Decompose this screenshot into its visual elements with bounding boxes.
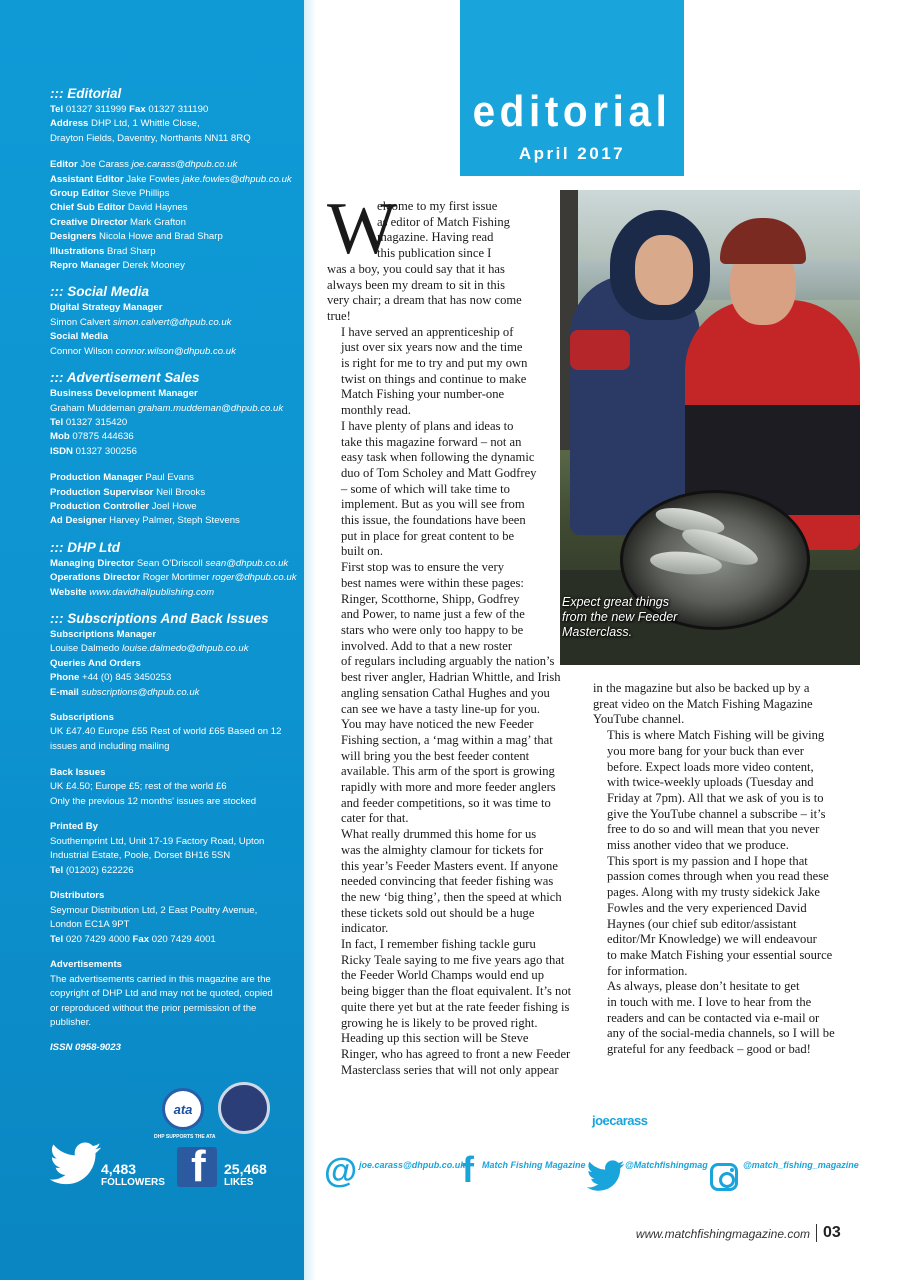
article-line: in the magazine but also be backed up by a [593,681,810,695]
article-line: put in place for great content to be [341,528,515,543]
contact-line [50,132,300,146]
article-line: just over six years now and the time [341,340,523,355]
contact-label: Fax [129,104,146,115]
contact-label: Creative Director [50,216,128,228]
contact-label: Fax [132,933,150,945]
contact-label: Repro Manager [50,260,120,272]
contact-label: Production Controller [50,500,150,512]
contact-line [50,187,300,201]
contact-value: Neil Brooks [153,486,206,498]
article-line: involved. Add to that a new roster [341,638,513,653]
caption-line: Masterclass. [562,625,633,639]
article-line: this issue, the foundations have been [341,513,526,528]
info-heading: Distributors [50,890,105,902]
info-heading: Subscriptions [50,712,114,723]
spacer [50,146,300,158]
contact-value: +44 (0) 845 3450253 [79,672,172,684]
article-paragraph [327,1031,571,1078]
article-line: this year’s Feeder Masters event. If anyone [341,858,558,873]
sidebar-section-dhp [50,540,300,600]
article-line: quite there yet but at the rate feeder fishing is [341,999,570,1014]
article-line: is right for me to try and put my own [341,356,528,371]
info-heading: Advertisements [50,959,122,971]
article-line: This sport is my passion and I hope that [607,853,808,868]
contact-label: Operations Director [50,572,141,584]
contact-line [50,445,300,459]
sidebar-section-editorial [50,86,300,273]
article-line: you more bang for your buck than ever [607,743,804,758]
section-heading: ::: Social Media [50,284,150,300]
contact-label: Chief Sub Editor [50,202,126,214]
instagram-icon[interactable] [710,1163,738,1191]
contact-value: Joel Howe [149,500,197,512]
article-line: twist on things and continue to make [341,371,527,386]
sidebar-content [50,86,300,1053]
contact-line [50,301,300,315]
article-paragraph [327,560,559,717]
contact-email[interactable]: www.davidhallpublishing.com [89,586,215,598]
contact-value: 07875 444636 [69,431,134,443]
contact-label: Designers [50,231,97,243]
facebook-icon[interactable]: f [462,1149,474,1190]
contact-line [50,628,300,642]
article-line: indicator. [341,921,389,936]
contact-line [50,430,300,444]
facebook-f-glyph: f [191,1142,206,1191]
article-line: built on. [341,544,383,559]
contact-value: Louise Dalmedo [50,643,122,655]
contact-line [50,259,300,273]
article-line: take this magazine forward – not an [341,434,522,449]
sidebar-info-block [50,766,300,810]
contact-email[interactable]: jake.fowles@dhpub.co.uk [182,173,292,185]
contact-label: Production Supervisor [50,486,154,498]
contact-label: Phone [50,672,80,684]
contact-value: Connor Wilson [50,345,116,357]
contact-line [50,514,300,528]
contact-value: 01327 300256 [72,445,137,457]
article-paragraph [327,717,559,827]
sidebar-info-block [50,711,300,755]
article-line: available. This arm of the sport is growing [341,764,555,779]
contact-line [50,557,300,571]
article-column-2 [593,681,863,1058]
article-line: In fact, I remember fishing tackle guru [341,937,536,952]
angling-seal-logo [218,1082,270,1134]
contact-value: Drayton Fields, Daventry, Northants NN11 8RQ [50,132,251,144]
article-line: This is where Match Fishing will be giving [607,728,825,743]
article-paragraph [327,325,559,419]
info-text: London EC1A 9PT [50,919,130,931]
contact-line [50,173,300,187]
contact-label: Social Media [50,331,109,343]
article-paragraph [327,827,562,937]
contact-value: Nicola Howe and Brad Sharp [96,231,223,243]
footer-instagram-link[interactable]: @match_fishing_magazine [743,1160,859,1170]
contact-line [50,586,300,600]
contact-label: Illustrations [50,245,105,257]
facebook-likes-count: 25,468 [224,1161,267,1177]
article-line: can see we have a tasty line-up for you. [341,701,540,716]
article-line: and Power, to name just a few of the [341,607,525,622]
contact-line [50,330,300,344]
contact-email[interactable]: sean@dhpub.co.uk [205,557,289,569]
contact-value: David Haynes [125,202,188,214]
footer-facebook-link[interactable]: Match Fishing Magazine [482,1160,586,1170]
contact-value: Jake Fowles [123,173,183,185]
twitter-icon[interactable] [587,1160,625,1192]
contact-value: 01327 311999 [63,104,130,115]
contact-line [50,571,300,585]
contact-line [50,486,300,500]
article-line: Ringer, who has agreed to front a new Feeder [341,1046,571,1061]
article-line: in touch with me. I love to hear from the [607,995,812,1010]
article-line: Heading up this section will be Steve [341,1031,529,1046]
info-text: or reproduced without the prior permission of the [50,1002,257,1014]
contact-label: Assistant Editor [50,173,124,185]
info-text: issues and including mailing [50,741,170,752]
article-line: and feeder competitions, so it was time to [341,795,551,810]
article-line: growing he is likely to be proved right. [341,1015,538,1030]
article-line: to make Match Fishing your essential source [607,947,833,962]
badges [154,1088,272,1148]
contact-label: Production Manager [50,472,143,484]
article-line: great video on the Match Fishing Magazine [593,696,813,711]
info-text: UK £4.50; Europe £5; rest of the world £6 [50,781,227,792]
article-paragraph [593,854,863,980]
contact-line [50,230,300,244]
contact-value: Steve Phillips [109,188,170,200]
contact-label: Website [50,586,87,598]
contacts-sidebar [0,0,304,1280]
article-line: I have served an apprenticeship of [341,324,514,339]
article-line: best river angler, Hadrian Whittle, and Irish [341,670,561,685]
article-line: What really drummed this home for us [341,827,537,842]
article-line: angling sensation Cathal Hughes and you [341,685,550,700]
info-text: Industrial Estate, Poole, Dorset BH16 5SN [50,850,231,862]
article-line: was a boy, you could say that it has [327,261,505,276]
section-title: editorial [472,87,672,136]
article-paragraph [593,681,863,728]
article-line: for information. [607,963,688,978]
sidebar-edge [304,0,316,1280]
contact-line [50,117,300,131]
contact-email[interactable]: subscriptions@dhpub.co.uk [81,686,200,698]
article-line: monthly read. [341,403,411,418]
article-line: the new ‘big thing’, then the speed at which [341,889,562,904]
contact-label: Tel [50,416,64,428]
contact-label: Queries And Orders [50,657,141,669]
contact-value: (01202) 622226 [63,864,134,876]
sidebar-section-subs [50,611,300,700]
contact-email[interactable]: connor.wilson@dhpub.co.uk [115,345,236,357]
article-line: this publication since I [377,246,492,261]
contact-email[interactable]: simon.calvert@dhpub.co.uk [112,316,232,328]
contact-label: Editor [50,159,78,171]
info-heading: Back Issues [50,766,106,778]
contact-line [50,345,300,359]
caption-line: from the new Feeder [562,610,678,624]
article-line: editor/Mr Knowledge) we will endeavour [607,932,817,947]
article-line: rapidly with more and more feeder anglers [341,780,556,795]
article-line: will bring you the best feeder content [341,748,530,763]
article-line: of regulars including arguably the nation’s [341,654,555,669]
article-line: elcome to my first issue [377,199,498,213]
article-paragraph [327,937,572,1031]
contact-line [50,201,300,215]
contact-label: Group Editor [50,188,110,200]
article-paragraph [327,419,559,560]
article-line: Masterclass series that will not only appear [341,1062,559,1077]
article-line: Haynes (our chief sub editor/assistant [607,916,797,931]
info-heading: Printed By [50,821,98,833]
article-paragraph [327,199,559,325]
contact-value: Paul Evans [142,472,194,484]
sidebar-info-block [50,958,300,1031]
contact-value: 01327 315420 [63,416,128,428]
article-line: cater for that. [341,811,409,826]
contact-email[interactable]: louise.dalmedo@dhpub.co.uk [122,643,249,655]
article-line: Fishing section, a ‘mag within a mag’ that [341,732,553,747]
issn-number: ISSN 0958-9023 [50,1041,121,1053]
article-line: with twice-weekly uploads (Tuesday and [607,775,814,790]
contact-value: Derek Mooney [119,260,185,272]
article-line: Friday at 7pm). All that we ask of you is to [607,790,824,805]
article-line: the Feeder World Champs would end up [341,968,545,983]
contact-label: E-mail [50,686,79,698]
website-url[interactable]: www.matchfishingmagazine.com [635,1227,810,1241]
article-line: First stop was to ensure the very [341,560,504,575]
article-line: free to do so and will mean that you never [607,822,820,837]
sidebar-info-block [50,820,300,878]
contact-value: DHP Ltd, 1 Whittle Close, [88,118,200,130]
article-line: being bigger than the float equivalent. It’s not [341,984,572,999]
article-line: Ricky Teale saying to me five years ago that [341,952,565,967]
section-title-box [460,0,684,176]
article-paragraph [593,728,863,854]
info-text: UK £47.40 Europe £55 Rest of world £65 Based on 12 [50,726,282,738]
footer-email-link[interactable]: joe.carass@dhpub.co.uk [359,1160,466,1170]
contact-line [50,933,300,947]
article-line: was the almighty clamour for tickets for [341,842,544,857]
contact-label: Subscriptions Manager [50,628,157,640]
contact-label: Digital Strategy Manager [50,302,163,314]
contact-value: Joe Carass [77,159,132,171]
issue-date: April 2017 [518,144,626,163]
contact-email[interactable]: joe.carass@dhpub.co.uk [131,159,238,171]
article-line: passion comes through when you read these [607,869,829,884]
contact-value: Sean O'Driscoll [134,557,206,569]
contact-value: Mark Grafton [127,216,186,228]
info-text: Only the previous 12 months' issues are stocked [50,795,257,807]
info-text: copyright of DHP Ltd and may not be quoted, copied [50,988,273,1000]
section-heading: ::: Advertisement Sales [50,370,200,386]
section-heading: ::: Subscriptions And Back Issues [50,610,269,626]
article-line: best names were within these pages: [341,575,524,590]
info-text: Southernprint Ltd, Unit 17-19 Factory Road, Upton [50,835,265,847]
twitter-followers-label: FOLLOWERS [101,1177,165,1188]
footer-twitter-link[interactable]: @Matchfishingmag [625,1160,708,1170]
article-line: pages. Along with my trusty sidekick Jake [607,885,821,900]
anglers-photo [560,190,860,665]
article-line: magazine. Having read [377,230,494,245]
contact-email[interactable]: graham.muddeman@dhpub.co.uk [137,402,284,414]
contact-line [50,316,300,330]
ata-caption: DHP SUPPORTS THE ATA [154,1134,216,1140]
contact-label: Ad Designer [50,515,107,527]
section-heading: ::: Editorial [50,86,122,101]
contact-line [50,642,300,656]
contact-label: Managing Director [50,557,135,569]
contact-line [50,387,300,401]
sidebar-section-ads [50,370,300,529]
editor-signature: joecarass [592,1113,648,1128]
article-line: easy task when following the dynamic [341,450,535,465]
contact-label: Mob [50,431,70,443]
twitter-followers-count: 4,483 [101,1161,137,1177]
article-line: miss another video that we produce. [607,838,789,853]
photo-caption [560,595,710,640]
facebook-likes-label: LIKES [224,1177,254,1188]
article-paragraph [593,979,863,1058]
article-line: before. Expect loads more video content, [607,759,814,774]
contact-label: Business Development Manager [50,388,198,400]
contact-value: Harvey Palmer, Steph Stevens [106,515,240,527]
contact-value: Brad Sharp [104,245,156,257]
article-line: stars who were only too happy to be [341,622,524,637]
article-line: true! [327,308,351,323]
contact-line [50,671,300,685]
contact-line [50,471,300,485]
sidebar-section-social [50,284,300,359]
contact-line [50,657,300,671]
photo-jacket-patch [570,330,630,370]
contact-line [50,103,300,117]
contact-value: Roger Mortimer [140,572,213,584]
article-line: give the YouTube channel a subscribe – it’s [607,806,826,821]
caption-line: Expect great things [562,595,670,609]
contact-label: Tel [50,864,64,876]
contact-value: 01327 311190 [145,104,209,115]
contact-label: ISDN [50,445,73,457]
contact-line [50,216,300,230]
article-line: grateful for any feedback – good or bad! [607,1042,811,1057]
photo-face-left [635,235,693,305]
article-line: needed convincing that feeder fishing was [341,874,554,889]
contact-label: Address [50,118,89,130]
email-at-icon[interactable]: @ [324,1152,358,1190]
info-text: Seymour Distribution Ltd, 2 East Poultry Avenue, [50,904,258,916]
article-line: Ringer, Scotthorne, Shipp, Godfrey [341,591,520,606]
article-line: very chair; a dream that has now come [327,293,522,308]
article-line: as editor of Match Fishing [377,214,510,229]
info-text: The advertisements carried in this magazine are the [50,973,271,985]
contact-line [50,500,300,514]
contact-value: Simon Calvert [50,316,113,328]
article-line: these tickets sold out should be a huge [341,905,535,920]
ata-logo: ata [162,1088,204,1130]
contact-line [50,416,300,430]
article-column-1 [327,199,572,1078]
photo-beanie [720,218,806,264]
contact-line [50,686,300,700]
article-line: readers and can be contacted via e-mail or [607,1010,820,1025]
sidebar-info-block [50,889,300,947]
article-line: As always, please don’t hesitate to get [607,979,800,994]
article-line: YouTube channel. [593,712,685,727]
page-number: 03 [823,1224,841,1241]
article-line: – some of which will take time to [341,481,510,496]
contact-line [50,158,300,172]
article-line: I have plenty of plans and ideas to [341,418,514,433]
contact-label: Tel [50,104,64,115]
contact-line [50,245,300,259]
article-line: You may have noticed the new Feeder [341,717,534,732]
article-line: duo of Tom Scholey and Matt Godfrey [341,465,537,480]
drop-cap: W [327,188,397,270]
section-heading: ::: DHP Ltd [50,539,120,555]
contact-email[interactable]: roger@dhpub.co.uk [212,572,297,584]
info-text: publisher. [50,1017,92,1029]
contact-label: Tel [50,933,64,945]
twitter-bird-icon[interactable] [50,1142,102,1186]
contact-line [50,864,300,878]
article-line: always been my dream to sit in this [327,277,506,292]
spacer [50,459,300,471]
article-line: Match Fishing your number-one [341,387,505,402]
article-line: Fowles and the very experienced David [607,900,807,915]
contact-line [50,402,300,416]
contact-value: Graham Muddeman [50,402,138,414]
page-separator [816,1224,817,1242]
article-line: implement. But as you will see from [341,497,525,512]
contact-value: 020 7429 4000 [63,933,133,945]
contact-value: 020 7429 4001 [149,933,216,945]
article-line: any of the social-media channels, so I will be [607,1026,835,1041]
